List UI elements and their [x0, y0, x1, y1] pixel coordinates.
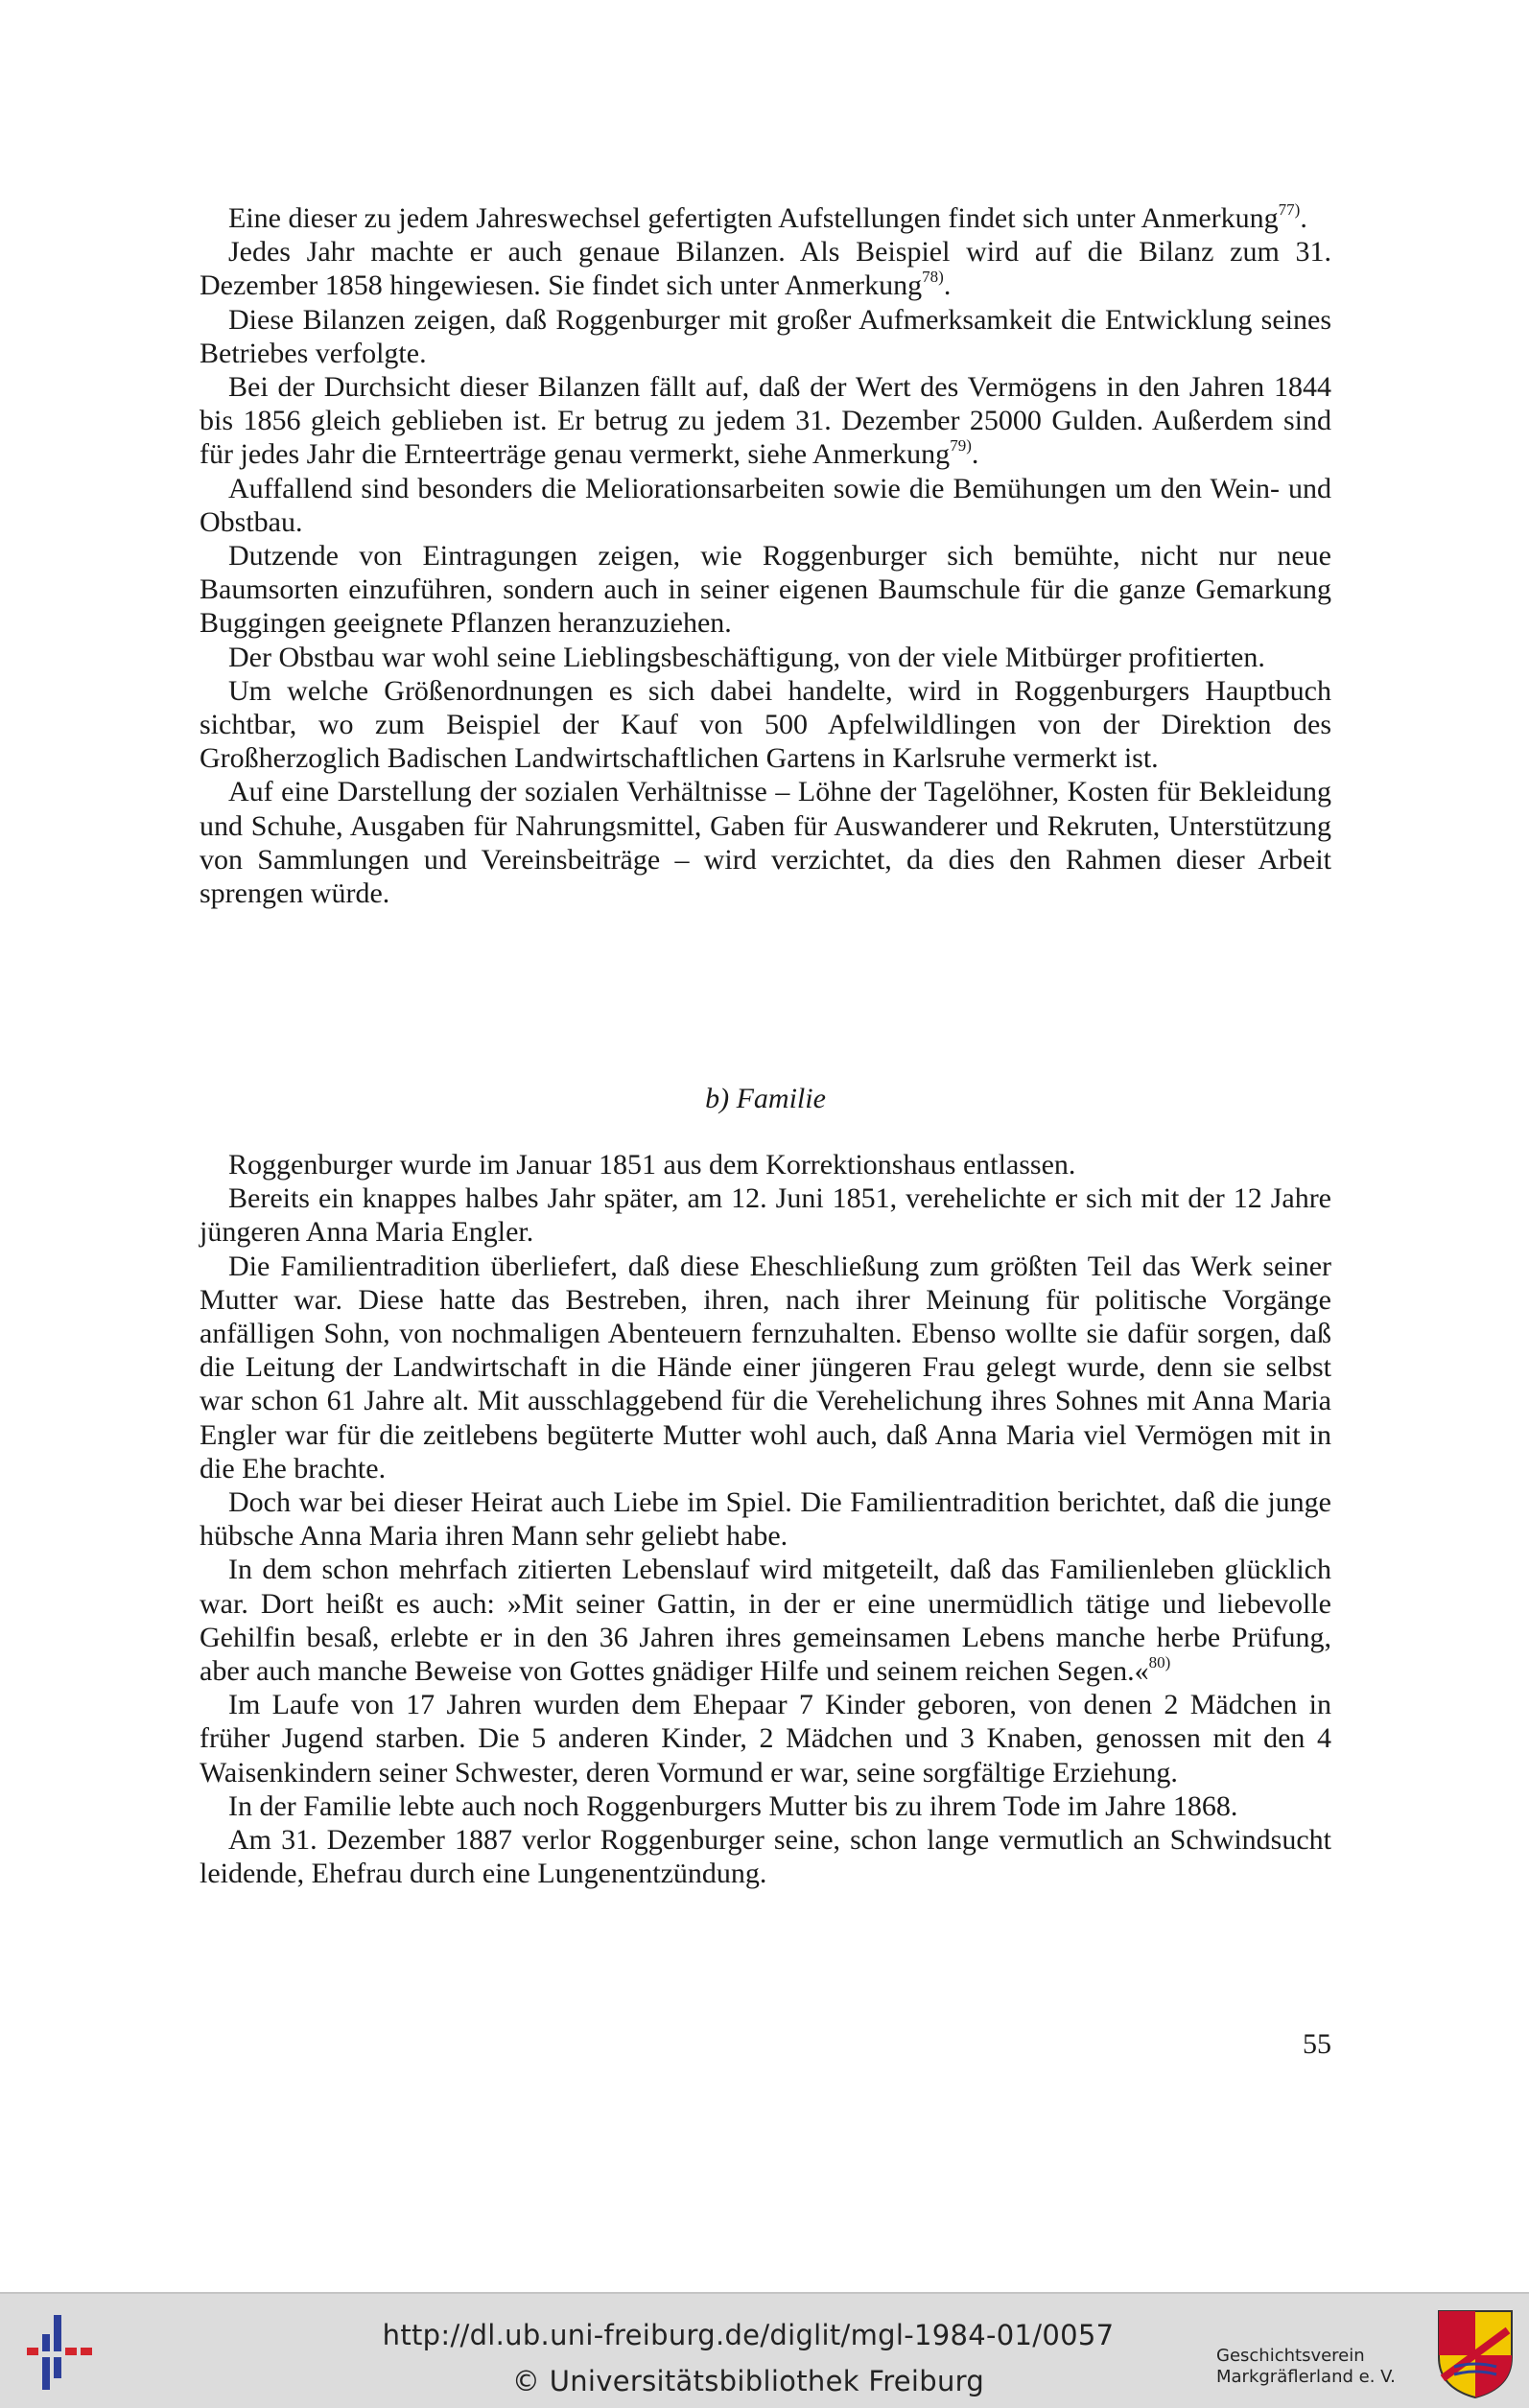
- copyright-notice: © Universitätsbibliothek Freiburg: [511, 2365, 985, 2397]
- paragraph: Der Obstbau war wohl seine Lieblingsbeschäftigung, von der viele Mitbürger profitierten.: [228, 641, 1265, 673]
- footnote-ref: 79): [950, 436, 972, 456]
- footnote-ref: 77): [1278, 200, 1301, 219]
- paragraph: Um welche Größenordnungen es sich dabei handelte, wird in Roggenburgers Hauptbuch sichtbar, wo zum Beispiel der Kauf von 500 Apfelwildlingen von der Direktion des Großherzoglich Badischen Landwirtschaftlichen Gartens in Karlsruhe vermerkt ist.: [200, 674, 1331, 775]
- text-block-lower: [200, 1148, 1331, 1890]
- organization-line: Geschichtsverein: [1216, 2346, 1365, 2366]
- paragraph: Auffallend sind besonders die Meliorationsarbeiten sowie die Bemühungen um den Wein- und Obstbau.: [200, 472, 1331, 538]
- paragraph: Roggenburger wurde im Januar 1851 aus dem Korrektionshaus entlassen.: [228, 1149, 1076, 1181]
- paragraph: Die Familientradition überliefert, daß diese Eheschließung zum größten Teil das Werk seiner Mutter war. Diese hatte das Bestreben, ihren, nach ihrer Meinung für politische Vorgänge anfälligen Sohn, von nochmaligen Abenteuern fernzuhalten. Ebenso wollte sie dafür sorgen, daß die Leitung der Landwirtschaft in die Hände einer jüngeren Frau gelegt wurde, denn sie selbst war schon 61 Jahre alt. Mit ausschlaggebend für die Verehelichung ihres Sohnes mit Anna Maria Engler war für die zeitlebens begüterte Mutter wohl auch, daß Anna Maria viel Vermögen mit in die Ehe brachte.: [200, 1250, 1331, 1485]
- paragraph: Jedes Jahr machte er auch genaue Bilanzen. Als Beispiel wird auf die Bilanz zum 31. Dezember 1858 hingewiesen. Sie findet sich unter Anmerkung$^{78)}$.: [200, 236, 1331, 302]
- organization-line: Markgräflerland e. V.: [1216, 2367, 1396, 2387]
- section-heading: b) Familie: [705, 1083, 826, 1114]
- ub-freiburg-logo-icon[interactable]: [25, 2307, 102, 2396]
- paragraph: Bei der Durchsicht dieser Bilanzen fällt auf, daß der Wert des Vermögens in den Jahren 1844 bis 1856 gleich geblieben ist. Er betrug zu jedem 31. Dezember 25000 Gulden. Außerdem sind für jedes Jahr die Ernteerträge genau vermerkt, siehe Anmerkung$^{79)}$.: [200, 371, 1331, 471]
- permalink-url[interactable]: http://dl.ub.uni-freiburg.de/diglit/mgl-1984-01/0057: [382, 2319, 1115, 2351]
- text-block-upper: [200, 201, 1331, 910]
- paragraph: In dem schon mehrfach zitierten Lebenslauf wird mitgeteilt, daß das Familienleben glücklich war. Dort heißt es auch: »Mit seiner Gattin, in der er eine unermüdlich tätige und liebevolle Gehilfin besaß, erlebte er in den 36 Jahren ihres gemeinsamen Lebens manche herbe Prüfung, aber auch manche Beweise von Gottes gnädiger Hilfe und seinem reichen Segen.«$^{80)}$: [200, 1554, 1331, 1688]
- page-number: 55: [1303, 2028, 1331, 2060]
- paragraph: Bereits ein knappes halbes Jahr später, am 12. Juni 1851, verehelichte er sich mit der 12 Jahre jüngeren Anna Maria Engler.: [200, 1182, 1331, 1249]
- paragraph: Auf eine Darstellung der sozialen Verhältnisse – Löhne der Tagelöhner, Kosten für Bekleidung und Schuhe, Ausgaben für Nahrungsmittel, Gaben für Auswanderer und Rekruten, Unterstützung von Sammlungen und Vereinsbeiträge – wird verzichtet, da dies den Rahmen dieser Arbeit sprengen würde.: [200, 776, 1331, 910]
- paragraph: Am 31. Dezember 1887 verlor Roggenburger seine, schon lange vermutlich an Schwindsucht leidende, Ehefrau durch eine Lungenentzündung.: [200, 1824, 1331, 1890]
- paragraph: Eine dieser zu jedem Jahreswechsel gefertigten Aufstellungen findet sich unter Anmerkung$^{77)}$.: [228, 200, 1307, 234]
- paragraph: Im Laufe von 17 Jahren wurden dem Ehepaar 7 Kinder geboren, von denen 2 Mädchen in früher Jugend starben. Die 5 anderen Kinder, 2 Mädchen und 3 Knaben, genossen mit den 4 Waisenkindern seiner Schwester, deren Vormund er war, seine sorgfältige Erziehung.: [200, 1689, 1331, 1788]
- organization-name: [1216, 2346, 1437, 2388]
- paragraph: In der Familie lebte auch noch Roggenburgers Mutter bis zu ihrem Tode im Jahre 1868.: [228, 1789, 1238, 1822]
- paragraph: Doch war bei dieser Heirat auch Liebe im Spiel. Die Familientradition berichtet, daß die junge hübsche Anna Maria ihren Mann sehr geliebt habe.: [200, 1486, 1331, 1553]
- footnote-ref: 78): [922, 268, 944, 287]
- footnote-ref: 80): [1148, 1653, 1171, 1672]
- paragraph: Diese Bilanzen zeigen, daß Roggenburger mit großer Aufmerksamkeit die Entwicklung seines Betriebes verfolgte.: [200, 303, 1331, 369]
- paragraph: Dutzende von Eintragungen zeigen, wie Roggenburger sich bemühte, nicht nur neue Baumsorten einzuführen, sondern auch in seiner eigenen Baumschule für die ganze Gemarkung Buggingen geeignete Pflanzen heranzuziehen.: [200, 540, 1331, 640]
- coat-of-arms-icon: [1435, 2307, 1516, 2399]
- viewer-footer: [0, 2292, 1529, 2408]
